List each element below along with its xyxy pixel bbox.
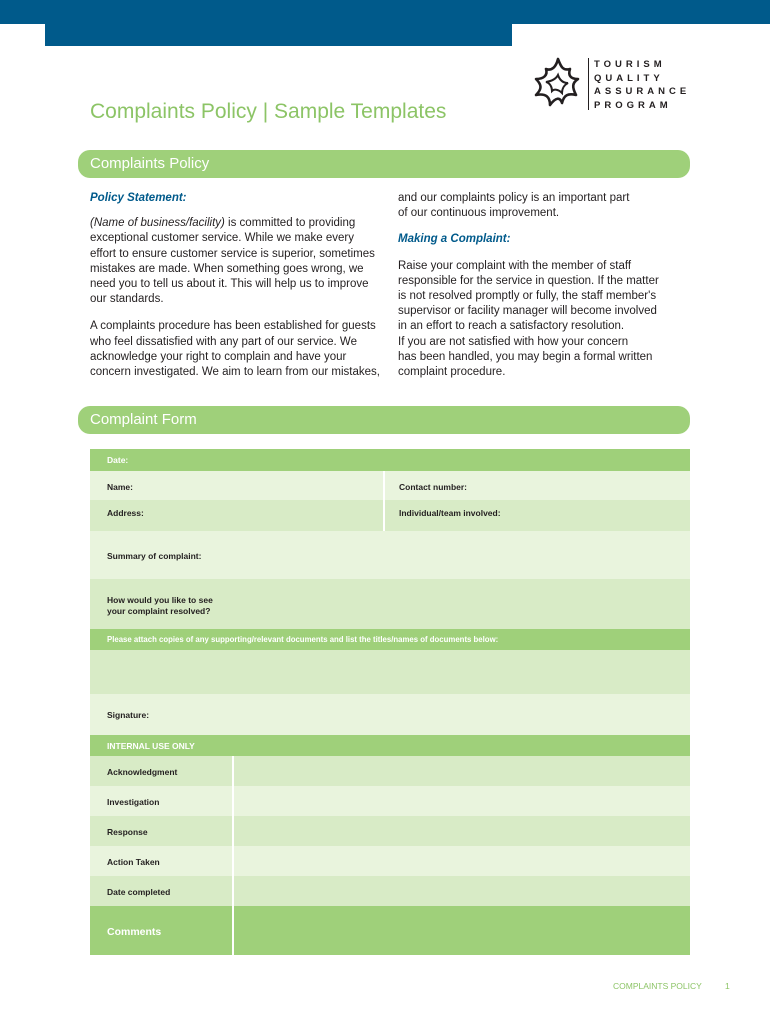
internal-row[interactable] (90, 846, 690, 876)
text-line: in an effort to reach a satisfactory resolution. (398, 320, 625, 333)
comments-row[interactable] (90, 906, 690, 955)
policy-right-column (398, 191, 690, 380)
column-divider (232, 906, 234, 955)
policy-statement-paragraph (90, 216, 380, 307)
action-taken-label: Action Taken (107, 857, 160, 867)
name-contact-row (90, 471, 690, 500)
column-divider (232, 846, 234, 876)
complaint-form (90, 449, 690, 955)
text-line: who feel dissatisfied with any part of our service. We (90, 335, 357, 348)
text-line: Raise your complaint with the member of staff (398, 259, 632, 272)
text-line: has been handled, you may begin a formal written (398, 350, 653, 363)
summary-row[interactable] (90, 531, 690, 579)
logo-line: PROGRAM (594, 99, 672, 111)
internal-row[interactable] (90, 816, 690, 846)
text-line: mistakes are made. When something goes wrong, we (90, 262, 364, 275)
attach-documents-label: Please attach copies of any supporting/relevant documents and list the titles/names of documents below: (107, 635, 499, 644)
tqap-logo (530, 55, 691, 115)
text-line: is committed to providing (224, 217, 356, 230)
date-completed-label: Date completed (107, 887, 171, 897)
text-line: concern investigated. We aim to learn from our mistakes, (90, 366, 380, 379)
column-divider (383, 471, 385, 500)
logo-line: QUALITY (594, 72, 664, 84)
investigation-label: Investigation (107, 797, 160, 807)
text-line: acknowledge your right to complain and have your (90, 350, 347, 363)
flower-logo-icon (530, 55, 586, 113)
individual-team-label: Individual/team involved: (399, 508, 501, 518)
text-line: exceptional customer service. While we make every (90, 232, 354, 245)
internal-row[interactable] (90, 786, 690, 816)
text-line: complaint procedure. (398, 366, 506, 379)
column-divider (232, 786, 234, 816)
footer-label: COMPLAINTS POLICY (613, 981, 702, 991)
continuation-paragraph (398, 191, 690, 221)
internal-use-label: INTERNAL USE ONLY (107, 741, 195, 751)
attach-documents-header (90, 629, 690, 650)
logo-line: TOURISM (594, 59, 666, 70)
text-line: our standards. (90, 293, 164, 306)
making-complaint-heading: Making a Complaint: (398, 233, 511, 246)
page-title: Complaints Policy | Sample Templates (90, 100, 447, 123)
resolution-label (107, 595, 213, 617)
summary-label: Summary of complaint: (107, 551, 202, 561)
response-label: Response (107, 827, 148, 837)
text-line: of our continuous improvement. (398, 207, 560, 220)
text-line: supervisor or facility manager will become involved (398, 305, 657, 318)
text-line: effort to ensure customer service is superior, sometimes (90, 247, 375, 260)
text-line: and our complaints policy is an important part (398, 192, 630, 204)
date-row[interactable] (90, 449, 690, 471)
logo-wordmark (594, 58, 690, 112)
contact-number-label: Contact number: (399, 482, 467, 492)
complaints-procedure-paragraph (90, 319, 380, 380)
section-header-form: Complaint Form (78, 406, 690, 434)
text-line: your complaint resolved? (107, 606, 211, 616)
text-line: need you to tell us about it. This will help us to improve (90, 278, 369, 291)
policy-left-column (90, 191, 380, 380)
section-header-policy: Complaints Policy (78, 150, 690, 178)
page-number: 1 (725, 981, 730, 991)
date-label: Date: (107, 455, 129, 465)
making-complaint-paragraph (398, 259, 690, 381)
logo-divider (588, 58, 589, 110)
internal-use-header (90, 735, 690, 756)
acknowledgment-label: Acknowledgment (107, 767, 178, 777)
name-label: Name: (107, 482, 133, 492)
internal-row[interactable] (90, 756, 690, 786)
text-line: If you are not satisfied with how your concern (398, 335, 629, 348)
documents-list-area[interactable] (90, 650, 690, 694)
text-line: responsible for the service in question. If the matter (398, 274, 659, 287)
column-divider (232, 756, 234, 786)
signature-label: Signature: (107, 710, 150, 720)
text-line: is not resolved promptly or fully, the staff member's (398, 290, 657, 303)
address-individual-row (90, 500, 690, 531)
top-banner-tab (45, 24, 512, 46)
policy-statement-heading: Policy Statement: (90, 192, 187, 204)
signature-row[interactable] (90, 694, 690, 735)
text-line: A complaints procedure has been established for guests (90, 320, 376, 333)
column-divider (232, 816, 234, 846)
column-divider (383, 500, 385, 531)
top-banner (0, 0, 770, 24)
business-name-placeholder: (Name of business/facility) (90, 217, 225, 230)
comments-label: Comments (107, 926, 162, 938)
address-label: Address: (107, 508, 144, 518)
internal-row[interactable] (90, 876, 690, 906)
text-line: How would you like to see (107, 595, 213, 605)
resolution-row[interactable] (90, 579, 690, 629)
column-divider (232, 876, 234, 906)
logo-line: ASSURANCE (594, 86, 691, 97)
